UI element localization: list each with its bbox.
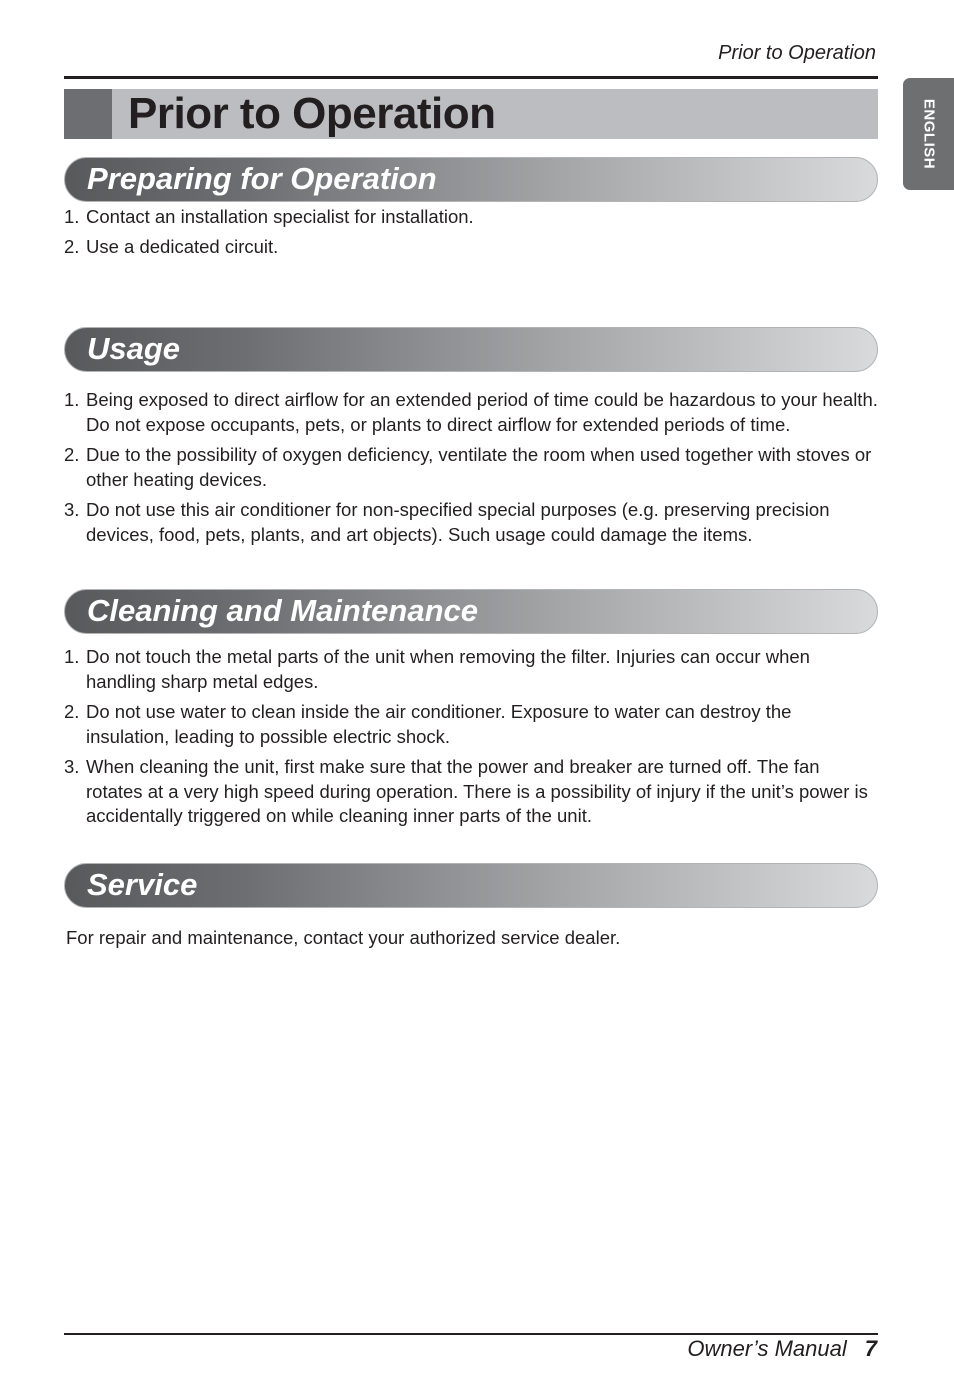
- page-footer: [687, 1335, 877, 1363]
- page-number: 7: [864, 1336, 877, 1361]
- list-item-number: 2.: [64, 701, 80, 722]
- section-heading-service: [64, 863, 878, 908]
- list-item: [64, 755, 878, 829]
- list-item-number: 1.: [64, 206, 80, 227]
- list-item-number: 1.: [64, 646, 80, 667]
- list-item: [64, 443, 878, 492]
- list-item-text: When cleaning the unit, first make sure that the power and breaker are turned off. The fan rotates at a very high speed during operation. There is a possibility of injury if the unit’s power is accidentally triggered on while cleaning inner parts of the unit.: [86, 756, 868, 826]
- list-item-number: 3.: [64, 756, 80, 777]
- list-item-number: 3.: [64, 499, 80, 520]
- section-heading-usage: [64, 327, 878, 372]
- list-item-number: 1.: [64, 389, 80, 410]
- list-item: [64, 235, 878, 260]
- language-tab-label: ENGLISH: [920, 98, 937, 170]
- cleaning-list: [64, 645, 878, 829]
- list-item-text: Due to the possibility of oxygen deficiency, ventilate the room when used together with stoves or other heating devices.: [86, 444, 872, 490]
- section-heading-label: Preparing for Operation: [87, 161, 437, 196]
- list-item-text: Do not use water to clean inside the air conditioner. Exposure to water can destroy the insulation, leading to possible electric shock.: [86, 701, 792, 747]
- list-item-text: Do not touch the metal parts of the unit when removing the filter. Injuries can occur when handling sharp metal edges.: [86, 646, 810, 692]
- running-header: Prior to Operation: [718, 42, 876, 64]
- service-paragraph: For repair and maintenance, contact your authorized service dealer.: [66, 927, 621, 948]
- title-accent-block: [64, 89, 112, 139]
- section-heading-label: Cleaning and Maintenance: [87, 593, 479, 628]
- section-heading-cleaning: [64, 589, 878, 634]
- page-title-bar: [64, 89, 878, 139]
- list-item-text: Do not use this air conditioner for non-specified special purposes (e.g. preserving precision devices, food, pets, plants, and art objects). Such usage could damage the items.: [86, 499, 830, 545]
- language-tab: [903, 78, 954, 190]
- section-heading-label: Service: [87, 867, 198, 902]
- list-item-number: 2.: [64, 444, 80, 465]
- list-item: [64, 205, 878, 230]
- list-item-number: 2.: [64, 236, 80, 257]
- list-item-text: Use a dedicated circuit.: [86, 236, 279, 257]
- list-item: [64, 388, 878, 437]
- list-item-text: Being exposed to direct airflow for an extended period of time could be hazardous to your health. Do not expose occupants, pets, or plants to direct airflow for extended periods of time.: [86, 389, 878, 435]
- list-item: [64, 498, 878, 547]
- section-heading-label: Usage: [87, 331, 181, 366]
- list-item: [64, 700, 878, 749]
- list-item: [64, 645, 878, 694]
- section-heading-preparing: [64, 157, 878, 202]
- header-rule: [64, 76, 878, 79]
- preparing-list: [64, 205, 878, 260]
- usage-list: [64, 388, 878, 547]
- footer-manual-title: Owner’s Manual: [687, 1336, 847, 1361]
- list-item-text: Contact an installation specialist for installation.: [86, 206, 474, 227]
- page-title: Prior to Operation: [128, 89, 496, 138]
